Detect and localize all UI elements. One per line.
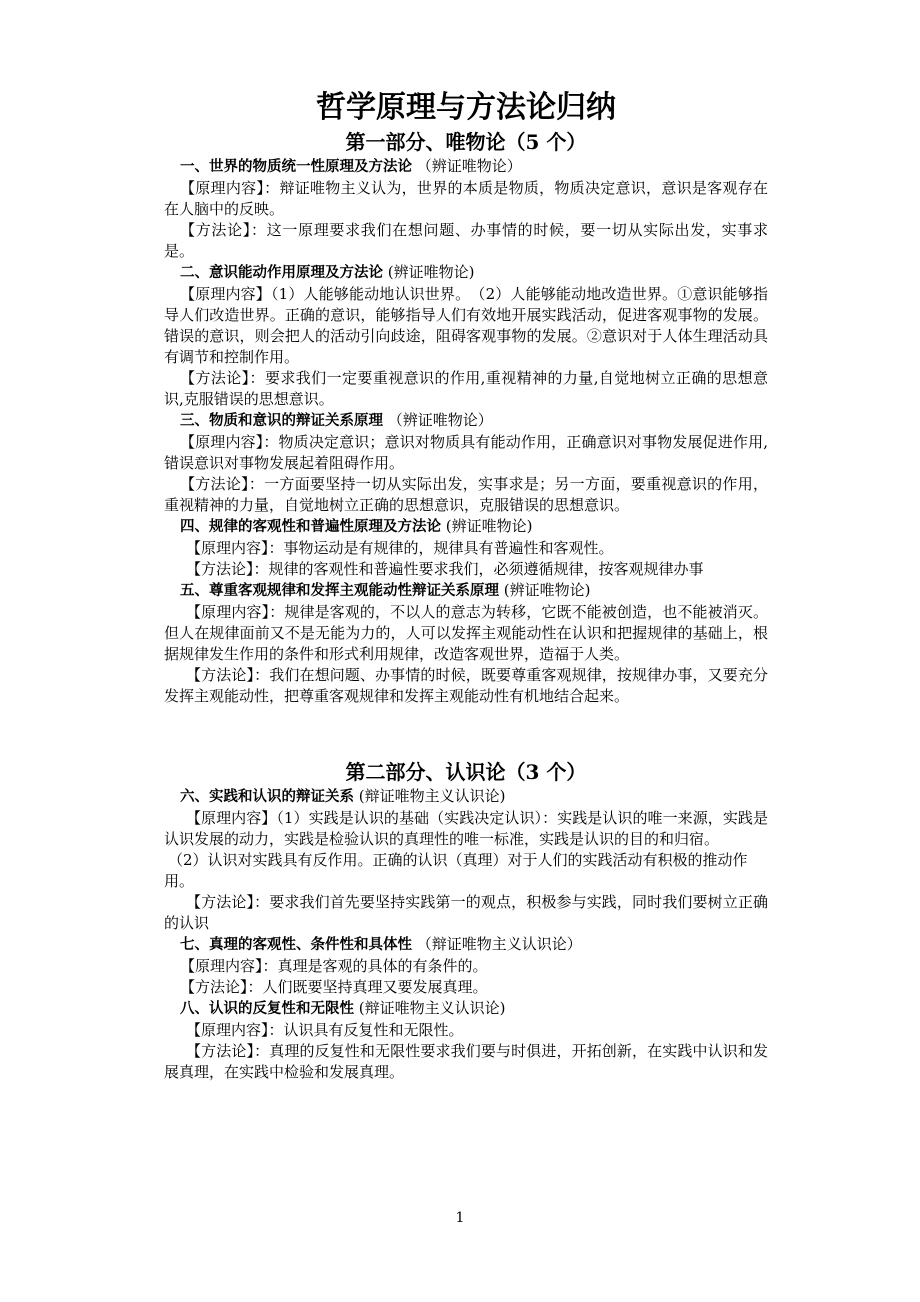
section-2 [164, 262, 768, 410]
part1-heading: 第一部分、唯物论（5 个） [345, 130, 587, 154]
method-paragraph: 【方法论】：这一原理要求我们在想问题、办事情的时候，要一切从实际出发，实事求是。 [164, 221, 768, 260]
section-3 [164, 410, 768, 516]
principle-paragraph: 【原理内容】：认识具有反复性和无限性。 [186, 1021, 464, 1039]
section-heading: 四、规律的客观性和普遍性原理及方法论 (辨证唯物论) [180, 517, 533, 535]
method-paragraph: 【方法论】：真理的反复性和无限性要求我们要与时俱进，开拓创新，在实践中认识和发展真理，在实践中检验和发展真理。 [164, 1042, 768, 1081]
page-number: 1 [455, 1210, 465, 1226]
principle-paragraph: 【原理内容】（1）实践是认识的基础（实践决定认识）：实践是认识的唯一来源，实践是认识发展的动力，实践是检验认识的真理性的唯一标准，实践是认识的目的和归宿。 [164, 809, 768, 848]
principle-paragraph: 【原理内容】：辩证唯物主义认为，世界的本质是物质，物质决定意识，意识是客观存在在人脑中的反映。 [164, 179, 768, 218]
method-paragraph: 【方法论】：一方面要坚持一切从实际出发，实事求是；另一方面，要重视意识的作用，重视精神的力量，自觉地树立正确的思想意识，克服错误的思想意识。 [164, 475, 768, 514]
principle-paragraph: 【原理内容】（1）人能够能动地认识世界。 （2）人能够能动地改造世界。①意识能够指导人们改造世界。正确的意识，能够指导人们有效地开展实践活动，促进客观事物的发展。错误的意识，则会把人的活动引向歧途，阻碍客观事物的发展。②意识对于人体生理活动具有调节和控制作用。 [164, 285, 768, 366]
section-heading: 二、意识能动作用原理及方法论 (辨证唯物论) [180, 263, 475, 281]
section-heading: 三、物质和意识的辩证关系原理 （辨证唯物论） [180, 411, 493, 429]
part2-heading: 第二部分、认识论（3 个） [345, 760, 587, 784]
principle-paragraph: 【原理内容】：事物运动是有规律的，规律具有普遍性和客观性。 [186, 539, 614, 557]
section-6 [164, 786, 768, 934]
section-heading: 六、实践和认识的辩证关系 (辩证唯物主义认识论) [180, 787, 506, 805]
principle-paragraph: 【原理内容】：真理是客观的具体的有条件的。 [180, 957, 488, 975]
section-8 [164, 998, 768, 1083]
section-7 [164, 934, 768, 998]
method-paragraph: 【方法论】：我们在想问题、办事情的时候，既要尊重客观规律，按规律办事，又要充分发挥主观能动性，把尊重客观规律和发挥主观能动性有机地结合起来。 [164, 666, 768, 705]
document-body [164, 88, 768, 1083]
section-4 [164, 516, 768, 580]
page-title: 哲学原理与方法论归纳 [316, 90, 616, 125]
principle-paragraph: 【原理内容】：规律是客观的，不以人的意志为转移，它既不能被创造，也不能被消灭。但人在规律面前又不是无能为力的，人可以发挥主观能动性在认识和把握规律的基础上，根据规律发生作用的条件和形式利用规律，改造客观世界，造福于人类。 [164, 603, 768, 663]
principle-paragraph: 【原理内容】：物质决定意识；意识对物质具有能动作用，正确意识对事物发展促进作用,错误意识对事物发展起着阻碍作用。 [164, 433, 768, 472]
method-paragraph: 【方法论】：要求我们首先要坚持实践第一的观点，积极参与实践，同时我们要树立正确的认识 [164, 893, 768, 932]
principle-continuation: （2）认识对实践具有反作用。正确的认识（真理）对于人们的实践活动有积极的推动作用。 [164, 851, 748, 890]
method-paragraph: 【方法论】：规律的客观性和普遍性要求我们，必须遵循规律，按客观规律办事 [186, 560, 704, 578]
section-heading: 一、世界的物质统一性原理及方法论 （辨证唯物论） [180, 157, 522, 175]
section-heading: 七、真理的客观性、条件性和具体性 （辩证唯物主义认识论） [180, 935, 582, 953]
section-heading: 八、认识的反复性和无限性 (辩证唯物主义认识论) [180, 999, 506, 1017]
section-5 [164, 580, 768, 707]
section-heading: 五、尊重客观规律和发挥主观能动性辩证关系原理 (辨证唯物论) [180, 581, 591, 599]
method-paragraph: 【方法论】：要求我们一定要重视意识的作用,重视精神的力量,自觉地树立正确的思想意识,克服错误的思想意识。 [164, 369, 768, 408]
method-paragraph: 【方法论】：人们既要坚持真理又要发展真理。 [180, 978, 488, 996]
section-1 [164, 156, 768, 262]
